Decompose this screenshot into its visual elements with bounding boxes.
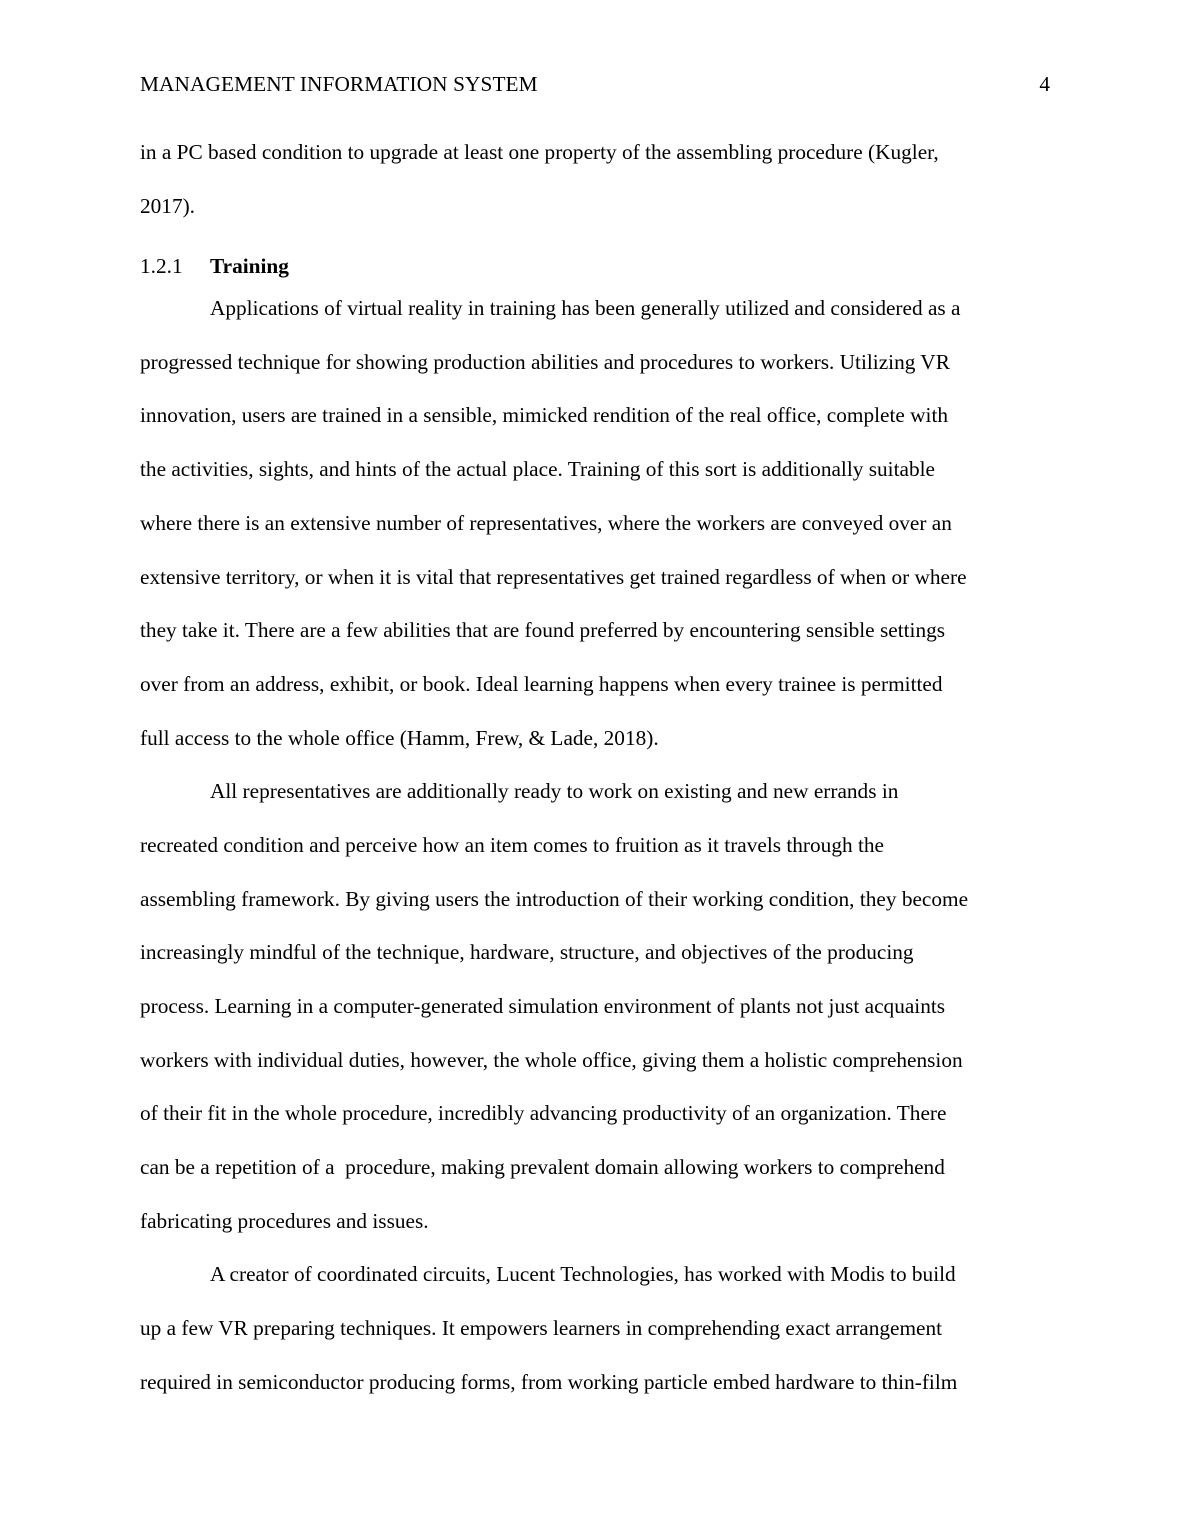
body-line: extensive territory, or when it is vital that representatives get trained regardless of when or where — [140, 565, 967, 589]
body-line: increasingly mindful of the technique, hardware, structure, and objectives of the producing — [140, 940, 914, 964]
body-line: full access to the whole office (Hamm, Frew, & Lade, 2018). — [140, 726, 659, 750]
body-line: up a few VR preparing techniques. It empowers learners in comprehending exact arrangement — [140, 1316, 943, 1340]
page-number: 4 — [1039, 72, 1050, 96]
section-number: 1.2.1 — [140, 254, 183, 278]
body-line: of their fit in the whole procedure, incredibly advancing productivity of an organization. There — [140, 1101, 947, 1125]
body-line: process. Learning in a computer-generated simulation environment of plants not just acquaints — [140, 994, 946, 1018]
body-line: where there is an extensive number of representatives, where the workers are conveyed over an — [140, 511, 952, 535]
body-line: innovation, users are trained in a sensible, mimicked rendition of the real office, complete with — [140, 403, 949, 427]
paragraph-first-line: A creator of coordinated circuits, Lucent Technologies, has worked with Modis to build — [210, 1262, 956, 1286]
body-line: they take it. There are a few abilities that are found preferred by encountering sensible settings — [140, 618, 946, 642]
running-head: MANAGEMENT INFORMATION SYSTEM — [140, 72, 538, 96]
body-line: in a PC based condition to upgrade at least one property of the assembling procedure (Kugler, — [140, 140, 939, 164]
section-title: Training — [210, 254, 289, 278]
body-line: can be a repetition of a procedure, making prevalent domain allowing workers to comprehend — [140, 1155, 945, 1179]
body-line: progressed technique for showing production abilities and procedures to workers. Utilizing VR — [140, 350, 950, 374]
paragraph-first-line: All representatives are additionally ready to work on existing and new errands in — [210, 779, 899, 803]
body-line: the activities, sights, and hints of the actual place. Training of this sort is additionally suitable — [140, 457, 935, 481]
body-line: required in semiconductor producing forms, from working particle embed hardware to thin-film — [140, 1370, 958, 1394]
body-line: recreated condition and perceive how an item comes to fruition as it travels through the — [140, 833, 884, 857]
body-line: fabricating procedures and issues. — [140, 1209, 429, 1233]
body-line: workers with individual duties, however, the whole office, giving them a holistic comprehension — [140, 1048, 963, 1072]
paragraph-first-line: Applications of virtual reality in training has been generally utilized and considered as a — [210, 296, 961, 320]
body-line: 2017). — [140, 194, 196, 218]
body-line: assembling framework. By giving users the introduction of their working condition, they become — [140, 887, 969, 911]
body-line: over from an address, exhibit, or book. Ideal learning happens when every trainee is permitted — [140, 672, 943, 696]
